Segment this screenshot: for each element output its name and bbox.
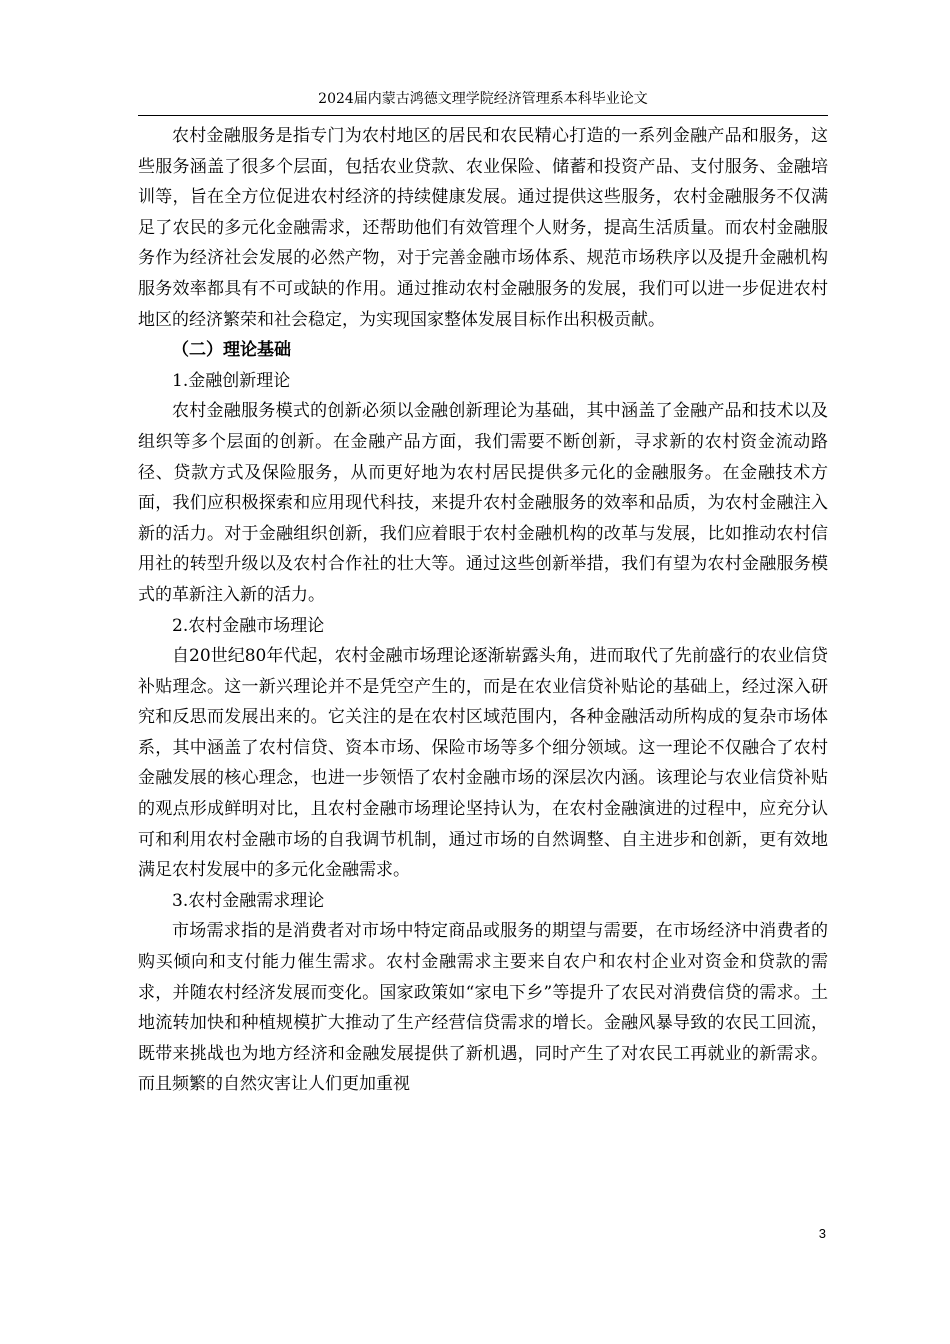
paragraph-rural-financial-market: 自20世纪80年代起，农村金融市场理论逐渐崭露头角，进而取代了先前盛行的农业信贷补贴理念。这一新兴理论并不是凭空产生的，而是在农业信贷补贴论的基础上，经过深入研究和反思而发展出来的。它关注的是在农村区域范围内，各种金融活动所构成的复杂市场体系，其中涵盖了农村信贷、资本市场、保险市场等多个细分领域。这一理论不仅融合了农村金融发展的核心理念，也进一步领悟了农村金融市场的深层次内涵。该理论与农业信贷补贴的观点形成鲜明对比，且农村金融市场理论坚持认为，在农村金融演进的过程中，应充分认可和利用农村金融市场的自我调节机制，通过市场的自然调整、自主进步和创新，更有效地满足农村发展中的多元化金融需求。 [138,646,828,881]
subheading-financial-innovation: 1.金融创新理论 [172,370,291,391]
document-body [138,121,828,1100]
paragraph-financial-innovation: 农村金融服务模式的创新必须以金融创新理论为基础，其中涵盖了金融产品和技术以及组织等多个层面的创新。在金融产品方面，我们需要不断创新，寻求新的农村资金流动路径、贷款方式及保险服务，从而更好地为农村居民提供多元化的金融服务。在金融技术方面，我们应积极探索和应用现代科技，来提升农村金融服务的效率和品质，为农村金融注入新的活力。对于金融组织创新，我们应着眼于农村金融机构的改革与发展，比如推动农村信用社的转型升级以及农村合作社的壮大等。通过这些创新举措，我们有望为农村金融服务模式的革新注入新的活力。 [138,401,828,605]
subheading-rural-financial-market: 2.农村金融市场理论 [172,615,325,636]
header-rule [138,115,828,116]
page-number: 3 [818,1226,826,1241]
paragraph-rural-financial-demand: 市场需求指的是消费者对市场中特定商品或服务的期望与需要，在市场经济中消费者的购买倾向和支付能力催生需求。农村金融需求主要来自农户和农村企业对资金和贷款的需求，并随农村经济发展而变化。国家政策如“家电下乡”等提升了农民对消费信贷的需求。土地流转加快和种植规模扩大推动了生产经营信贷需求的增长。金融风暴导致的农民工回流，既带来挑战也为地方经济和金融发展提供了新机遇，同时产生了对农民工再就业的新需求。而且频繁的自然灾害让人们更加重视 [138,921,828,1095]
subheading-rural-financial-demand: 3.农村金融需求理论 [172,890,325,911]
section-heading-theoretical-basis: （二）理论基础 [172,340,291,361]
running-header: 2024届内蒙古鸿德文理学院经济管理系本科毕业论文 [318,91,648,107]
paragraph-rural-finance-services: 农村金融服务是指专门为农村地区的居民和农民精心打造的一系列金融产品和服务，这些服务涵盖了很多个层面，包括农业贷款、农业保险、储蓄和投资产品、支付服务、金融培训等，旨在全方位促进农村经济的持续健康发展。通过提供这些服务，农村金融服务不仅满足了农民的多元化金融需求，还帮助他们有效管理个人财务，提高生活质量。而农村金融服务作为经济社会发展的必然产物，对于完善金融市场体系、规范市场秩序以及提升金融机构服务效率都具有不可或缺的作用。通过推动农村金融服务的发展，我们可以进一步促进农村地区的经济繁荣和社会稳定，为实现国家整体发展目标作出积极贡献。 [138,126,828,330]
